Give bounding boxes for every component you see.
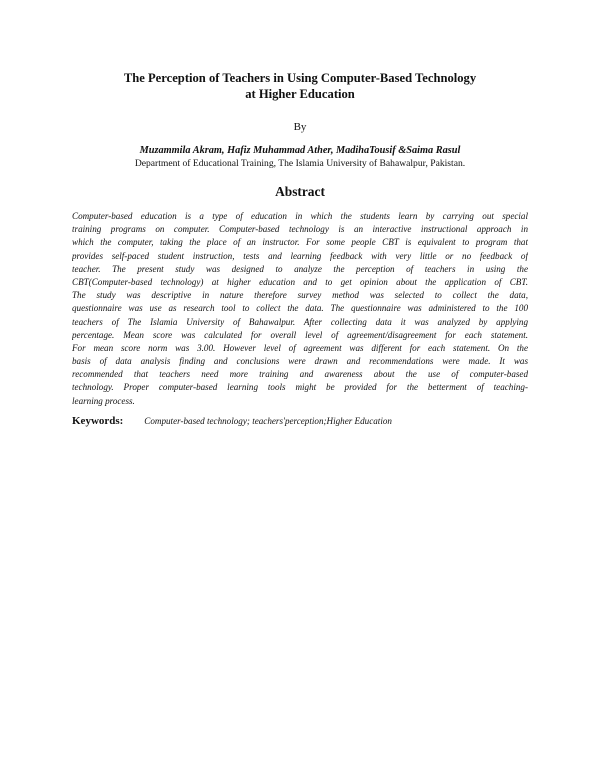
abstract-line: CBT(Computer-based technology) at higher education and to get opinion about the application of CBT. xyxy=(72,276,528,287)
abstract-line: percentage. Mean score was calculated for overall level of agreement/disagreement for each statement. xyxy=(72,329,528,340)
abstract-line: technology. Proper computer-based learning tools might be provided for the betterment of teaching- xyxy=(72,382,528,393)
abstract-line: For mean score norm was 3.00. However level of agreement was different for each statement. On the xyxy=(72,342,528,353)
abstract-line: basis of data analysis finding and conclusions were drawn and recommendations were made. It was xyxy=(72,356,528,367)
by-line: By xyxy=(293,121,307,133)
paper-title xyxy=(60,70,540,102)
paper-title-line-2: at Higher Education xyxy=(245,87,355,101)
author-list: Muzammila Akram, Hafiz Muhammad Ather, MadihaTousif &Saima Rasul xyxy=(139,145,461,156)
keywords-row xyxy=(72,414,532,428)
keywords-label: Keywords: xyxy=(72,415,124,427)
abstract-line: teachers of The Islamia University of Bahawalpur. After collecting data it was analyzed by applying xyxy=(72,316,528,327)
abstract-line: recommended that teachers need more training and awareness about the use of computer-based xyxy=(72,369,528,380)
abstract-line: provides self-paced student instruction, tests and learning feedback with very little or no feedback of xyxy=(72,250,528,261)
paper-title-line-1: The Perception of Teachers in Using Computer-Based Technology xyxy=(123,71,477,85)
abstract-line: learning process. xyxy=(72,395,135,406)
abstract-heading: Abstract xyxy=(275,184,325,199)
abstract-line: which the computer, taking the place of an instructor. For some people CBT is equivalent to program that xyxy=(72,237,528,248)
abstract-line: The study was descriptive in nature therefore survey method was selected to collect the data, xyxy=(72,290,528,301)
abstract-line: Computer-based education is a type of education in which the students learn by carrying out special xyxy=(72,211,528,221)
keywords-value: Computer-based technology; teachers'perception;Higher Education xyxy=(144,416,392,426)
author-affiliation: Department of Educational Training, The Islamia University of Bahawalpur, Pakistan. xyxy=(134,158,466,169)
abstract-line: teacher. The present study was designed to analyze the perception of teachers in using the xyxy=(72,263,528,274)
abstract-line: questionnaire was use as research tool to collect the data. The questionnaire was administered to the 100 xyxy=(72,303,528,314)
abstract-line: training programs on computer. Computer-based technology is an interactive instructional approach in xyxy=(72,224,528,235)
abstract-body xyxy=(72,210,528,408)
